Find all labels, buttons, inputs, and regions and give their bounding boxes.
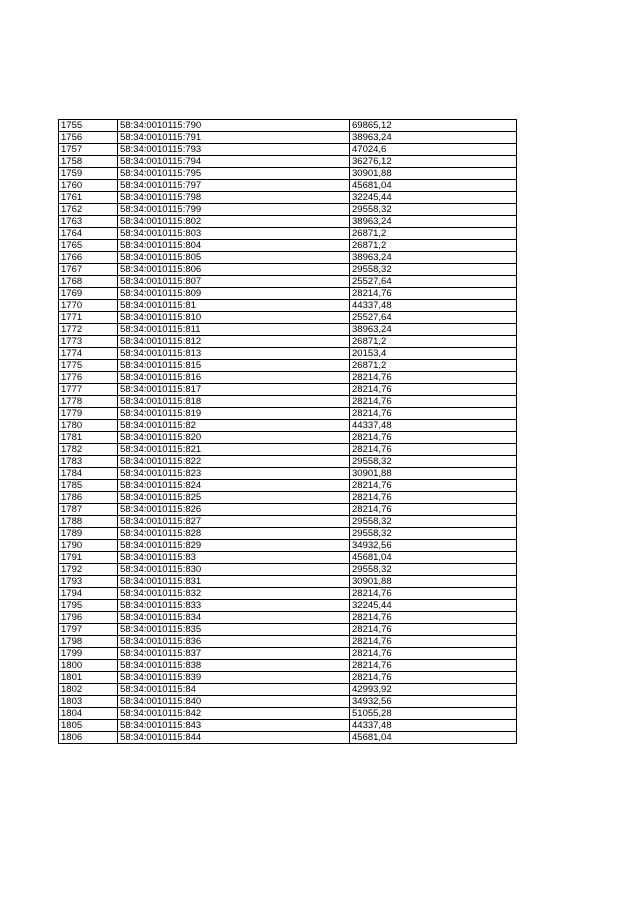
value-cell: 26871,2 xyxy=(350,336,517,348)
cadastral-number-cell: 58:34:0010115:828 xyxy=(118,528,350,540)
table-row xyxy=(59,540,517,552)
row-number-cell: 1763 xyxy=(59,216,118,228)
value-cell: 44337,48 xyxy=(350,300,517,312)
value-cell: 26871,2 xyxy=(350,240,517,252)
cadastral-number-cell: 58:34:0010115:795 xyxy=(118,168,350,180)
table-row xyxy=(59,360,517,372)
value-cell: 28214,76 xyxy=(350,648,517,660)
table-row xyxy=(59,624,517,636)
row-number-cell: 1792 xyxy=(59,564,118,576)
value-cell: 28214,76 xyxy=(350,480,517,492)
table-row xyxy=(59,144,517,156)
table-row xyxy=(59,636,517,648)
value-cell: 28214,76 xyxy=(350,492,517,504)
value-cell: 29558,32 xyxy=(350,264,517,276)
table-row xyxy=(59,336,517,348)
row-number-cell: 1787 xyxy=(59,504,118,516)
cadastral-number-cell: 58:34:0010115:821 xyxy=(118,444,350,456)
table-row xyxy=(59,252,517,264)
cadastral-number-cell: 58:34:0010115:827 xyxy=(118,516,350,528)
value-cell: 26871,2 xyxy=(350,228,517,240)
cadastral-number-cell: 58:34:0010115:835 xyxy=(118,624,350,636)
table-row xyxy=(59,732,517,744)
value-cell: 28214,76 xyxy=(350,408,517,420)
row-number-cell: 1767 xyxy=(59,264,118,276)
cadastral-number-cell: 58:34:0010115:844 xyxy=(118,732,350,744)
table-row xyxy=(59,348,517,360)
cadastral-number-cell: 58:34:0010115:81 xyxy=(118,300,350,312)
value-cell: 38963,24 xyxy=(350,216,517,228)
row-number-cell: 1771 xyxy=(59,312,118,324)
value-cell: 47024,6 xyxy=(350,144,517,156)
cadastral-number-cell: 58:34:0010115:822 xyxy=(118,456,350,468)
cadastral-number-cell: 58:34:0010115:798 xyxy=(118,192,350,204)
data-table xyxy=(58,119,517,744)
table-row xyxy=(59,228,517,240)
row-number-cell: 1779 xyxy=(59,408,118,420)
row-number-cell: 1772 xyxy=(59,324,118,336)
cadastral-number-cell: 58:34:0010115:830 xyxy=(118,564,350,576)
table-row xyxy=(59,168,517,180)
cadastral-number-cell: 58:34:0010115:836 xyxy=(118,636,350,648)
row-number-cell: 1783 xyxy=(59,456,118,468)
value-cell: 28214,76 xyxy=(350,612,517,624)
table-row xyxy=(59,384,517,396)
value-cell: 28214,76 xyxy=(350,672,517,684)
table-row xyxy=(59,420,517,432)
row-number-cell: 1784 xyxy=(59,468,118,480)
value-cell: 28214,76 xyxy=(350,660,517,672)
table-row xyxy=(59,696,517,708)
cadastral-number-cell: 58:34:0010115:799 xyxy=(118,204,350,216)
row-number-cell: 1774 xyxy=(59,348,118,360)
cadastral-number-cell: 58:34:0010115:824 xyxy=(118,480,350,492)
cadastral-number-cell: 58:34:0010115:807 xyxy=(118,276,350,288)
table-row xyxy=(59,264,517,276)
value-cell: 28214,76 xyxy=(350,504,517,516)
cadastral-number-cell: 58:34:0010115:806 xyxy=(118,264,350,276)
cadastral-number-cell: 58:34:0010115:826 xyxy=(118,504,350,516)
table-row xyxy=(59,276,517,288)
row-number-cell: 1788 xyxy=(59,516,118,528)
table-row xyxy=(59,588,517,600)
table-row xyxy=(59,504,517,516)
table-row xyxy=(59,312,517,324)
cadastral-number-cell: 58:34:0010115:816 xyxy=(118,372,350,384)
value-cell: 28214,76 xyxy=(350,588,517,600)
row-number-cell: 1769 xyxy=(59,288,118,300)
table-row xyxy=(59,648,517,660)
row-number-cell: 1776 xyxy=(59,372,118,384)
table-row xyxy=(59,456,517,468)
cadastral-number-cell: 58:34:0010115:839 xyxy=(118,672,350,684)
cadastral-number-cell: 58:34:0010115:823 xyxy=(118,468,350,480)
table-row xyxy=(59,720,517,732)
table-row xyxy=(59,564,517,576)
cadastral-number-cell: 58:34:0010115:82 xyxy=(118,420,350,432)
value-cell: 28214,76 xyxy=(350,636,517,648)
row-number-cell: 1804 xyxy=(59,708,118,720)
value-cell: 45681,04 xyxy=(350,552,517,564)
table-row xyxy=(59,132,517,144)
row-number-cell: 1789 xyxy=(59,528,118,540)
cadastral-number-cell: 58:34:0010115:810 xyxy=(118,312,350,324)
cadastral-number-cell: 58:34:0010115:84 xyxy=(118,684,350,696)
table-row xyxy=(59,216,517,228)
cadastral-number-cell: 58:34:0010115:820 xyxy=(118,432,350,444)
table-row xyxy=(59,120,517,132)
value-cell: 45681,04 xyxy=(350,180,517,192)
value-cell: 25527,64 xyxy=(350,312,517,324)
table-row xyxy=(59,552,517,564)
value-cell: 29558,32 xyxy=(350,204,517,216)
value-cell: 28214,76 xyxy=(350,372,517,384)
table-row xyxy=(59,612,517,624)
cadastral-number-cell: 58:34:0010115:791 xyxy=(118,132,350,144)
table-row xyxy=(59,192,517,204)
value-cell: 45681,04 xyxy=(350,732,517,744)
value-cell: 28214,76 xyxy=(350,384,517,396)
value-cell: 30901,88 xyxy=(350,168,517,180)
table-row xyxy=(59,204,517,216)
table-row xyxy=(59,444,517,456)
value-cell: 20153,4 xyxy=(350,348,517,360)
cadastral-number-cell: 58:34:0010115:840 xyxy=(118,696,350,708)
value-cell: 38963,24 xyxy=(350,132,517,144)
table-row xyxy=(59,672,517,684)
value-cell: 26871,2 xyxy=(350,360,517,372)
value-cell: 44337,48 xyxy=(350,420,517,432)
table-row xyxy=(59,516,517,528)
value-cell: 29558,32 xyxy=(350,564,517,576)
row-number-cell: 1755 xyxy=(59,120,118,132)
cadastral-number-cell: 58:34:0010115:793 xyxy=(118,144,350,156)
table-row xyxy=(59,288,517,300)
value-cell: 38963,24 xyxy=(350,324,517,336)
table-row xyxy=(59,660,517,672)
value-cell: 32245,44 xyxy=(350,192,517,204)
cadastral-number-cell: 58:34:0010115:83 xyxy=(118,552,350,564)
cadastral-number-cell: 58:34:0010115:833 xyxy=(118,600,350,612)
table-row xyxy=(59,324,517,336)
row-number-cell: 1775 xyxy=(59,360,118,372)
row-number-cell: 1773 xyxy=(59,336,118,348)
table-row xyxy=(59,432,517,444)
cadastral-number-cell: 58:34:0010115:837 xyxy=(118,648,350,660)
table-row xyxy=(59,240,517,252)
value-cell: 28214,76 xyxy=(350,624,517,636)
cadastral-number-cell: 58:34:0010115:843 xyxy=(118,720,350,732)
row-number-cell: 1768 xyxy=(59,276,118,288)
row-number-cell: 1796 xyxy=(59,612,118,624)
cadastral-number-cell: 58:34:0010115:805 xyxy=(118,252,350,264)
value-cell: 32245,44 xyxy=(350,600,517,612)
row-number-cell: 1781 xyxy=(59,432,118,444)
row-number-cell: 1770 xyxy=(59,300,118,312)
row-number-cell: 1795 xyxy=(59,600,118,612)
row-number-cell: 1756 xyxy=(59,132,118,144)
cadastral-number-cell: 58:34:0010115:832 xyxy=(118,588,350,600)
row-number-cell: 1757 xyxy=(59,144,118,156)
table-body xyxy=(59,120,517,744)
row-number-cell: 1764 xyxy=(59,228,118,240)
table-row xyxy=(59,492,517,504)
row-number-cell: 1761 xyxy=(59,192,118,204)
cadastral-number-cell: 58:34:0010115:811 xyxy=(118,324,350,336)
row-number-cell: 1760 xyxy=(59,180,118,192)
table-row xyxy=(59,576,517,588)
row-number-cell: 1798 xyxy=(59,636,118,648)
value-cell: 44337,48 xyxy=(350,720,517,732)
cadastral-number-cell: 58:34:0010115:809 xyxy=(118,288,350,300)
row-number-cell: 1766 xyxy=(59,252,118,264)
row-number-cell: 1785 xyxy=(59,480,118,492)
value-cell: 34932,56 xyxy=(350,540,517,552)
cadastral-number-cell: 58:34:0010115:815 xyxy=(118,360,350,372)
row-number-cell: 1803 xyxy=(59,696,118,708)
row-number-cell: 1759 xyxy=(59,168,118,180)
table-row xyxy=(59,528,517,540)
cadastral-number-cell: 58:34:0010115:813 xyxy=(118,348,350,360)
cadastral-number-cell: 58:34:0010115:838 xyxy=(118,660,350,672)
row-number-cell: 1786 xyxy=(59,492,118,504)
table-row xyxy=(59,156,517,168)
row-number-cell: 1758 xyxy=(59,156,118,168)
table-row xyxy=(59,372,517,384)
row-number-cell: 1805 xyxy=(59,720,118,732)
table-row xyxy=(59,468,517,480)
row-number-cell: 1799 xyxy=(59,648,118,660)
cadastral-number-cell: 58:34:0010115:790 xyxy=(118,120,350,132)
row-number-cell: 1762 xyxy=(59,204,118,216)
table-row xyxy=(59,300,517,312)
table-row xyxy=(59,396,517,408)
value-cell: 36276,12 xyxy=(350,156,517,168)
row-number-cell: 1780 xyxy=(59,420,118,432)
row-number-cell: 1778 xyxy=(59,396,118,408)
table-row xyxy=(59,600,517,612)
value-cell: 34932,56 xyxy=(350,696,517,708)
value-cell: 69865,12 xyxy=(350,120,517,132)
cadastral-number-cell: 58:34:0010115:831 xyxy=(118,576,350,588)
value-cell: 30901,88 xyxy=(350,576,517,588)
value-cell: 28214,76 xyxy=(350,432,517,444)
row-number-cell: 1802 xyxy=(59,684,118,696)
row-number-cell: 1782 xyxy=(59,444,118,456)
value-cell: 29558,32 xyxy=(350,456,517,468)
row-number-cell: 1765 xyxy=(59,240,118,252)
value-cell: 42993,92 xyxy=(350,684,517,696)
row-number-cell: 1777 xyxy=(59,384,118,396)
cadastral-number-cell: 58:34:0010115:804 xyxy=(118,240,350,252)
row-number-cell: 1800 xyxy=(59,660,118,672)
table-row xyxy=(59,684,517,696)
table-row xyxy=(59,480,517,492)
cadastral-number-cell: 58:34:0010115:797 xyxy=(118,180,350,192)
value-cell: 51055,28 xyxy=(350,708,517,720)
cadastral-number-cell: 58:34:0010115:802 xyxy=(118,216,350,228)
cadastral-number-cell: 58:34:0010115:818 xyxy=(118,396,350,408)
cadastral-number-cell: 58:34:0010115:812 xyxy=(118,336,350,348)
row-number-cell: 1801 xyxy=(59,672,118,684)
cadastral-number-cell: 58:34:0010115:794 xyxy=(118,156,350,168)
table-row xyxy=(59,408,517,420)
value-cell: 38963,24 xyxy=(350,252,517,264)
cadastral-number-cell: 58:34:0010115:819 xyxy=(118,408,350,420)
row-number-cell: 1790 xyxy=(59,540,118,552)
row-number-cell: 1793 xyxy=(59,576,118,588)
row-number-cell: 1794 xyxy=(59,588,118,600)
value-cell: 25527,64 xyxy=(350,276,517,288)
cadastral-number-cell: 58:34:0010115:817 xyxy=(118,384,350,396)
value-cell: 29558,32 xyxy=(350,516,517,528)
cadastral-number-cell: 58:34:0010115:834 xyxy=(118,612,350,624)
row-number-cell: 1806 xyxy=(59,732,118,744)
cadastral-number-cell: 58:34:0010115:825 xyxy=(118,492,350,504)
value-cell: 29558,32 xyxy=(350,528,517,540)
cadastral-number-cell: 58:34:0010115:829 xyxy=(118,540,350,552)
row-number-cell: 1791 xyxy=(59,552,118,564)
table-row xyxy=(59,180,517,192)
value-cell: 28214,76 xyxy=(350,396,517,408)
cadastral-number-cell: 58:34:0010115:842 xyxy=(118,708,350,720)
value-cell: 30901,88 xyxy=(350,468,517,480)
cadastral-number-cell: 58:34:0010115:803 xyxy=(118,228,350,240)
table-row xyxy=(59,708,517,720)
value-cell: 28214,76 xyxy=(350,444,517,456)
value-cell: 28214,76 xyxy=(350,288,517,300)
row-number-cell: 1797 xyxy=(59,624,118,636)
